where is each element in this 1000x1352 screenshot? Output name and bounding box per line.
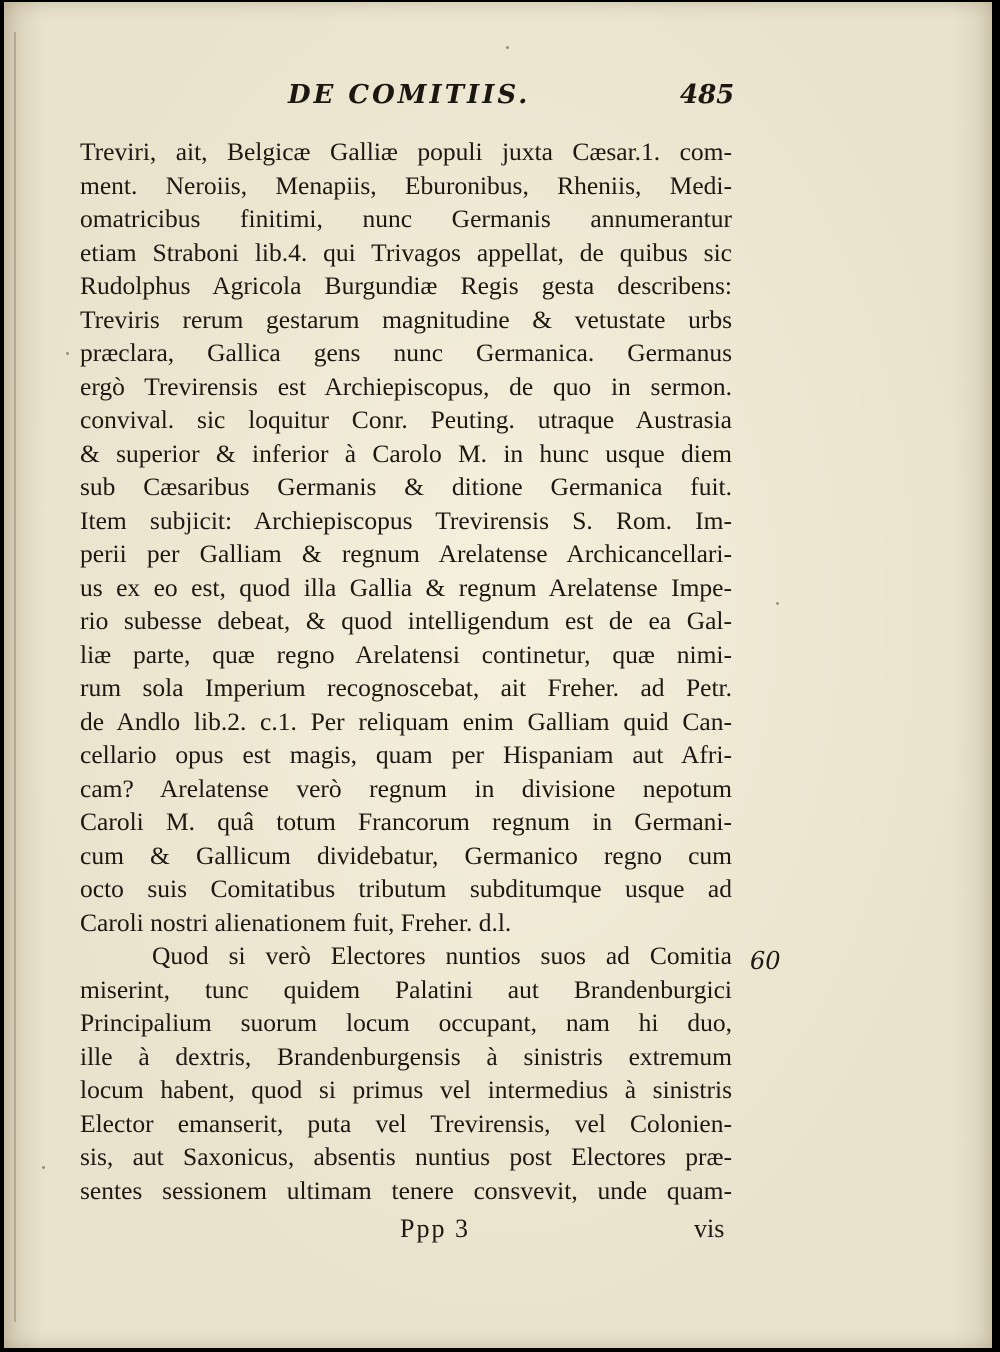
text-line: Item subjicit: Archiepiscopus Trevirensis S. Rom. Im- bbox=[80, 505, 732, 535]
text-line: sis, aut Saxonicus, absentis nuntius post Electores præ- bbox=[80, 1142, 732, 1171]
paper-speck bbox=[42, 1166, 45, 1169]
text-line: locum habent, quod si primus vel intermedius à sinistris bbox=[80, 1075, 732, 1104]
text-line: Rudolphus Agricola Burgundiæ Regis gesta describens: bbox=[80, 271, 732, 300]
binding-gutter bbox=[14, 32, 16, 1322]
running-title: DE COMITIIS. bbox=[288, 80, 531, 110]
text-line: convival. sic loquitur Conr. Peuting. utraque Austrasia bbox=[80, 405, 732, 434]
text-line: ille à dextris, Brandenburgensis à sinistris extremum bbox=[80, 1041, 732, 1071]
text-line: omatricibus finitimi, nunc Germanis annumerantur bbox=[80, 204, 732, 233]
text-line: & superior & inferior à Carolo M. in hunc usque diem bbox=[80, 438, 732, 468]
body-text bbox=[80, 135, 732, 1207]
book-page bbox=[4, 2, 992, 1348]
text-line: cellario opus est magis, quam per Hispaniam aut Afri- bbox=[80, 740, 732, 769]
page-header bbox=[4, 80, 992, 120]
paper-speck bbox=[776, 602, 779, 605]
text-line: rum sola Imperium recognoscebat, ait Freher. ad Petr. bbox=[80, 673, 732, 702]
text-line: etiam Straboni lib.4. qui Trivagos appellat, de quibus sic bbox=[80, 237, 732, 267]
text-line: perii per Galliam & regnum Arelatense Archicancellari- bbox=[80, 539, 732, 568]
text-line: Treviri, ait, Belgicæ Galliæ populi juxta Cæsar.1. com- bbox=[80, 137, 732, 166]
text-line: de Andlo lib.2. c.1. Per reliquam enim Galliam quid Can- bbox=[80, 706, 732, 736]
text-line: cam? Arelatense verò regnum in divisione nepotum bbox=[80, 773, 732, 803]
text-line: præclara, Gallica gens nunc Germanica. Germanus bbox=[80, 338, 732, 367]
text-line: miserint, tunc quidem Palatini aut Brandenburgici bbox=[80, 974, 732, 1004]
text-line: cum & Gallicum dividebatur, Germanico regno cum bbox=[80, 840, 732, 870]
paper-speck bbox=[506, 46, 509, 49]
page-footer bbox=[4, 1214, 992, 1254]
text-line: sentes sessionem ultimam tenere consvevit, unde quam- bbox=[80, 1175, 732, 1205]
text-line: ment. Neroiis, Menapiis, Eburonibus, Rheniis, Medi- bbox=[80, 170, 732, 200]
text-line: Principalium suorum locum occupant, nam hi duo, bbox=[80, 1008, 732, 1037]
page-number: 485 bbox=[680, 80, 735, 110]
text-line: rio subesse debeat, & quod intelligendum est de ea Gal- bbox=[80, 606, 732, 635]
text-line: Caroli M. quâ totum Francorum regnum in Germani- bbox=[80, 807, 732, 836]
text-line-paragraph-end: Caroli nostri alienationem fuit, Freher. d.l. bbox=[80, 907, 512, 937]
text-line: Elector emanserit, puta vel Trevirensis, vel Colonien- bbox=[80, 1108, 732, 1138]
text-line: liæ parte, quæ regno Arelatensi continetur, quæ nimi- bbox=[80, 639, 732, 669]
text-line: us ex eo est, quod illa Gallia & regnum Arelatense Impe- bbox=[80, 572, 732, 602]
text-line: ergò Trevirensis est Archiepiscopus, de quo in sermon. bbox=[80, 371, 732, 401]
paper-speck bbox=[66, 352, 69, 355]
text-line: sub Cæsaribus Germanis & ditione Germanica fuit. bbox=[80, 472, 732, 501]
text-line: Treviris rerum gestarum magnitudine & vetustate urbs bbox=[80, 304, 732, 334]
margin-note-number: 60 bbox=[750, 947, 781, 975]
text-line: octo suis Comitatibus tributum subditumque usque ad bbox=[80, 874, 732, 903]
signature-mark: Ppp 3 bbox=[400, 1214, 470, 1243]
text-line-paragraph-start: Quod si verò Electores nuntios suos ad Comitia bbox=[152, 941, 732, 970]
catchword: vis bbox=[694, 1214, 725, 1243]
